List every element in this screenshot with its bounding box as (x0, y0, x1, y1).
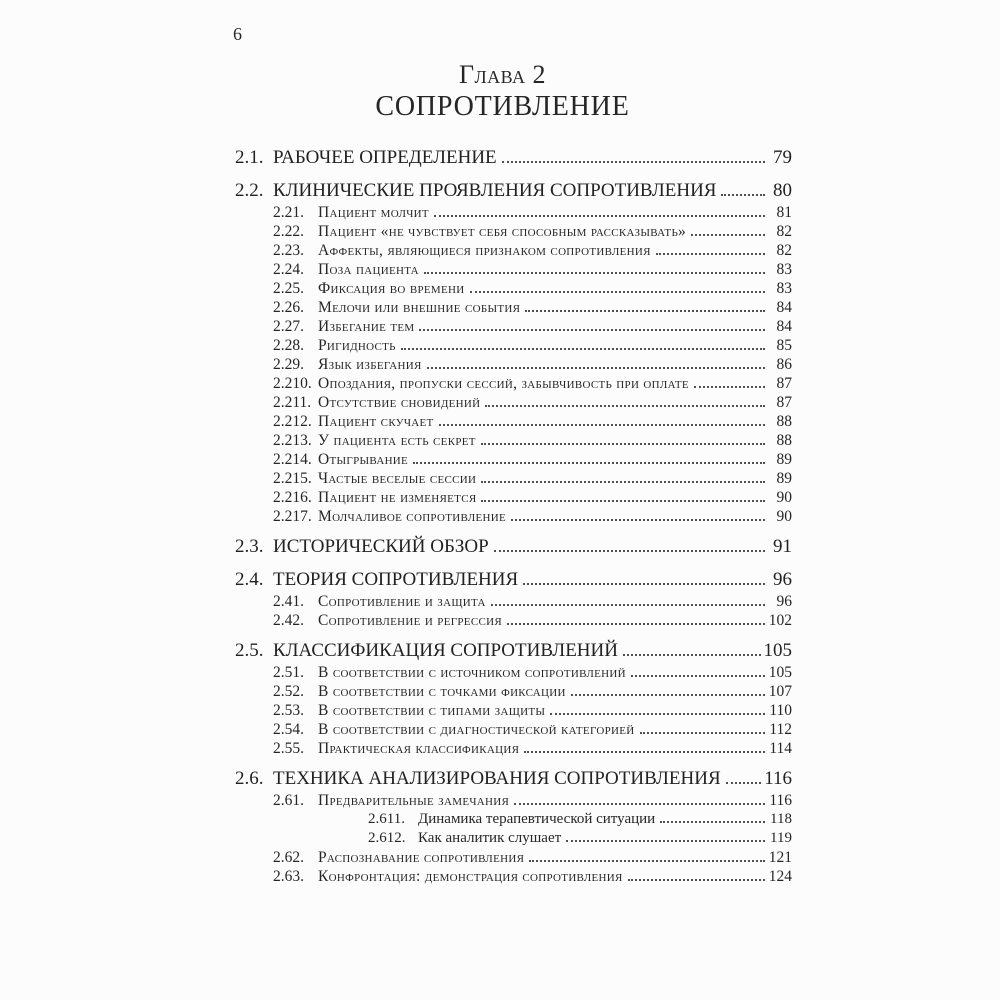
toc-entry-page: 83 (776, 280, 792, 297)
toc-entry-title: В соответствии с диагностической категорией (318, 721, 635, 738)
toc-entry-number: 2.23. (273, 242, 304, 259)
toc-entry-number: 2.5. (235, 640, 264, 661)
page-number: 6 (233, 24, 242, 44)
toc-entry-title: КЛИНИЧЕСКИЕ ПРОЯВЛЕНИЯ СОПРОТИВЛЕНИЯ (273, 180, 717, 201)
toc-entry (235, 279, 792, 298)
toc-entry-title: Пациент молчит (318, 204, 429, 221)
dot-leader (481, 443, 765, 445)
toc-entry-page: 114 (769, 740, 792, 757)
toc-entry-title: Отыгрывание (318, 451, 409, 468)
toc-entry-title: В соответствии с точками фиксации (318, 683, 566, 700)
dot-leader (491, 604, 765, 606)
toc-entry (235, 450, 792, 469)
toc-entry-number: 2.26. (273, 299, 304, 316)
toc-entry (235, 592, 792, 611)
toc-entry (235, 791, 792, 810)
toc-entry-title: Динамика терапевтической ситуации (418, 811, 656, 827)
toc-entry-number: 2.217. (273, 508, 312, 525)
toc-entry-page: 90 (776, 508, 792, 525)
toc-entry-page: 79 (773, 147, 792, 168)
toc-entry (235, 568, 792, 592)
toc-entry-title: Отсутствие сновидений (318, 394, 481, 411)
toc-entry-number: 2.21. (273, 204, 304, 221)
toc-entry-number: 2.210. (273, 375, 312, 392)
dot-leader (439, 424, 765, 426)
toc-entry-page: 91 (773, 536, 792, 557)
toc-entry (235, 469, 792, 488)
toc-entry-page: 105 (768, 664, 792, 681)
toc-entry (235, 682, 792, 701)
toc-entry-number: 2.212. (273, 413, 312, 430)
toc-entry-number: 2.28. (273, 337, 304, 354)
toc-entry (235, 810, 792, 829)
toc-entry-title: Ригидность (318, 337, 396, 354)
toc-list (235, 137, 792, 886)
dot-leader (631, 675, 765, 677)
toc-entry-number: 2.211. (273, 394, 312, 411)
toc-entry-number: 2.216. (273, 489, 312, 506)
toc-entry (235, 611, 792, 630)
toc-entry (235, 848, 792, 867)
toc-entry (235, 663, 792, 682)
toc-entry-page: 82 (776, 223, 792, 240)
toc-entry-title: Распознавание сопротивления (318, 849, 525, 866)
toc-entry (235, 336, 792, 355)
toc-entry-title: Язык избегания (318, 356, 422, 373)
dot-leader (481, 500, 765, 502)
toc-entry (235, 701, 792, 720)
toc-entry (235, 241, 792, 260)
toc-entry-title: Аффекты, являющиеся признаком сопротивления (318, 242, 651, 259)
toc-entry-title: Предварительные замечания (318, 792, 510, 809)
toc-entry-title: Пациент скучает (318, 413, 434, 430)
dot-leader (694, 386, 765, 388)
toc-entry (235, 507, 792, 526)
toc-entry-title: Мелочи или внешние события (318, 299, 521, 316)
dot-leader (481, 481, 765, 483)
toc-entry-page: 96 (776, 593, 792, 610)
toc-entry-number: 2.53. (273, 702, 304, 719)
toc-entry-page: 105 (763, 640, 792, 661)
toc-entry (235, 412, 792, 431)
dot-leader (470, 291, 765, 293)
toc-entry-page: 83 (776, 261, 792, 278)
toc-entry-title: Конфронтация: демонстрация сопротивления (318, 868, 623, 885)
toc-entry-number: 2.54. (273, 721, 304, 738)
toc-entry (235, 317, 792, 336)
dot-leader (656, 253, 765, 255)
dot-leader (529, 860, 765, 862)
dot-leader (550, 713, 765, 715)
toc-entry-number: 2.2. (235, 180, 264, 201)
toc-entry-page: 90 (776, 489, 792, 506)
toc-entry-page: 107 (768, 683, 792, 700)
toc-entry-number: 2.41. (273, 593, 304, 610)
toc-entry-number: 2.29. (273, 356, 304, 373)
toc-entry (235, 431, 792, 450)
toc-entry-title: ИСТОРИЧЕСКИЙ ОБЗОР (273, 536, 489, 557)
toc-entry-page: 118 (770, 811, 792, 827)
dot-leader (511, 519, 765, 521)
toc-entry (235, 488, 792, 507)
toc-entry-number: 2.612. (368, 830, 406, 846)
toc-entry (235, 739, 792, 758)
toc-entry (235, 639, 792, 663)
toc-entry-title: ТЕХНИКА АНАЛИЗИРОВАНИЯ СОПРОТИВЛЕНИЯ (273, 768, 721, 789)
toc-entry-number: 2.52. (273, 683, 304, 700)
toc-entry-number: 2.61. (273, 792, 304, 809)
toc-entry-number: 2.62. (273, 849, 304, 866)
toc-entry-page: 84 (776, 318, 792, 335)
chapter-label: Глава 2 (458, 60, 547, 89)
toc-entry-number: 2.27. (273, 318, 304, 335)
toc-entry-title: Молчаливое сопротивление (318, 508, 506, 525)
toc-entry (235, 535, 792, 559)
toc-entry-page: 96 (773, 569, 792, 590)
dot-leader (413, 462, 765, 464)
toc-entry-number: 2.215. (273, 470, 312, 487)
toc-entry (235, 146, 792, 170)
toc-entry-page: 112 (769, 721, 792, 738)
toc-entry-title: В соответствии с типами защиты (318, 702, 546, 719)
toc-entry-page: 102 (768, 612, 792, 629)
toc-entry (235, 298, 792, 317)
toc-entry-page: 116 (769, 792, 792, 809)
dot-leader (494, 550, 765, 552)
dot-leader (523, 583, 765, 585)
toc-entry-number: 2.55. (273, 740, 304, 757)
toc-entry-title: Как аналитик слушает (418, 830, 562, 846)
toc-entry (235, 767, 792, 791)
toc-entry-page: 84 (776, 299, 792, 316)
chapter-title: СОПРОТИВЛЕНИЕ (375, 91, 630, 122)
dot-leader (524, 751, 765, 753)
dot-leader (434, 215, 765, 217)
toc-entry-title: Практическая классификация (318, 740, 520, 757)
toc-entry-title: РАБОЧЕЕ ОПРЕДЕЛЕНИЕ (273, 147, 497, 168)
toc-entry-number: 2.63. (273, 868, 304, 885)
toc-entry (235, 374, 792, 393)
toc-entry-page: 88 (776, 413, 792, 430)
toc-entry (235, 355, 792, 374)
toc-entry-page: 89 (776, 451, 792, 468)
toc-entry-number: 2.611. (368, 811, 405, 827)
toc-entry-number: 2.6. (235, 768, 264, 789)
toc-entry (235, 222, 792, 241)
toc-entry-page: 119 (770, 830, 792, 846)
toc-entry (235, 720, 792, 739)
toc-entry (235, 829, 792, 848)
toc-entry-page: 87 (776, 394, 792, 411)
toc-entry-number: 2.51. (273, 664, 304, 681)
toc-entry-number: 2.25. (273, 280, 304, 297)
dot-leader (566, 840, 765, 842)
toc-entry-title: Сопротивление и регрессия (318, 612, 502, 629)
toc-entry-title: Фиксация во времени (318, 280, 465, 297)
toc-entry-title: Частые веселые сессии (318, 470, 477, 487)
toc-entry (235, 179, 792, 203)
toc-entry-page: 124 (768, 868, 792, 885)
dot-leader (427, 367, 765, 369)
toc-entry-title: Пациент не изменяется (318, 489, 477, 506)
toc-entry (235, 867, 792, 886)
toc-entry-page: 85 (776, 337, 792, 354)
toc-entry-number: 2.42. (273, 612, 304, 629)
toc-entry-number: 2.24. (273, 261, 304, 278)
toc-entry (235, 203, 792, 222)
toc-entry-title: У пациента есть секрет (318, 432, 476, 449)
toc-entry-number: 2.214. (273, 451, 312, 468)
toc-entry-page: 110 (769, 702, 792, 719)
toc-entry-number: 2.3. (235, 536, 264, 557)
toc-entry-page: 81 (776, 204, 792, 221)
toc-entry-number: 2.4. (235, 569, 264, 590)
dot-leader (424, 272, 765, 274)
dot-leader (640, 732, 765, 734)
toc-entry-title: Поза пациента (318, 261, 419, 278)
toc-entry (235, 393, 792, 412)
toc-entry-title: КЛАССИФИКАЦИЯ СОПРОТИВЛЕНИЙ (273, 640, 618, 661)
dot-leader (514, 803, 765, 805)
dot-leader (419, 329, 765, 331)
toc-entry (235, 260, 792, 279)
dot-leader (485, 405, 765, 407)
dot-leader (502, 161, 765, 163)
dot-leader (726, 782, 762, 784)
chapter-header (200, 60, 805, 123)
dot-leader (623, 654, 761, 656)
dot-leader (401, 348, 765, 350)
dot-leader (691, 234, 765, 236)
toc-entry-title: Сопротивление и защита (318, 593, 486, 610)
toc-entry-page: 82 (776, 242, 792, 259)
toc-entry-number: 2.1. (235, 147, 264, 168)
toc-entry-number: 2.213. (273, 432, 312, 449)
toc-entry-title: Пациент «не чувствует себя способным рассказывать» (318, 223, 687, 240)
toc-entry-page: 86 (776, 356, 792, 373)
dot-leader (525, 310, 765, 312)
toc-entry-title: В соответствии с источником сопротивлений (318, 664, 626, 681)
toc-entry-title: Опоздания, пропуски сессий, забывчивость при оплате (318, 375, 689, 392)
toc-entry-number: 2.22. (273, 223, 304, 240)
toc-entry-page: 89 (776, 470, 792, 487)
dot-leader (660, 821, 765, 823)
dot-leader (628, 879, 765, 881)
dot-leader (571, 694, 765, 696)
toc-entry-page: 80 (773, 180, 792, 201)
toc-entry-page: 121 (768, 849, 792, 866)
dot-leader (721, 194, 765, 196)
toc-entry-page: 88 (776, 432, 792, 449)
toc-entry-title: Избегание тем (318, 318, 415, 335)
dot-leader (507, 623, 765, 625)
toc-entry-title: ТЕОРИЯ СОПРОТИВЛЕНИЯ (273, 569, 519, 590)
toc-entry-page: 87 (776, 375, 792, 392)
toc-entry-page: 116 (764, 768, 792, 789)
